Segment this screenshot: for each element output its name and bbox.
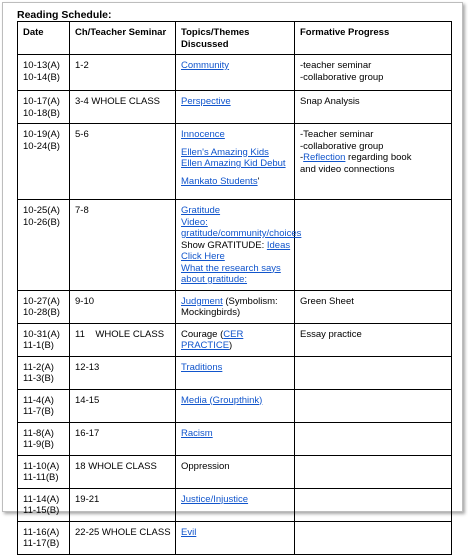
- table-row: [18, 323, 452, 356]
- date-text: 10-27(A): [23, 295, 60, 307]
- table-row: [18, 91, 452, 124]
- topics-line: [181, 395, 290, 407]
- topic-link[interactable]: about gratitude:: [181, 274, 248, 285]
- topic-link[interactable]: Judgment: [181, 295, 223, 307]
- chapters-text: 5-6: [75, 129, 89, 140]
- topics-text: Courage (: [181, 328, 224, 340]
- topic-link[interactable]: What the research says: [181, 262, 281, 274]
- chapters-text: 1-2: [75, 60, 89, 71]
- progress-line: [300, 96, 447, 108]
- topic-link[interactable]: Mankato Students: [181, 175, 258, 187]
- table-header-row: [18, 22, 452, 55]
- date-text: 11-2(A): [23, 361, 54, 373]
- schedule-body: [18, 55, 452, 555]
- topics-text: Mockingbirds): [181, 307, 241, 318]
- date-cell: [18, 124, 70, 200]
- topics-cell: [176, 124, 295, 200]
- chapters-text: 14-15: [75, 394, 100, 406]
- date-text: 11-3(B): [23, 373, 54, 384]
- date-cell: [18, 290, 70, 323]
- topics-text: ): [229, 340, 233, 351]
- date-text: 11-15(B): [23, 505, 60, 516]
- progress-line: [300, 164, 447, 176]
- topics-line: [181, 158, 290, 170]
- progress-cell: [295, 521, 452, 554]
- date-cell: [18, 389, 70, 422]
- date-cell: [18, 455, 70, 488]
- chapters-cell: [70, 389, 176, 422]
- topics-line: [181, 362, 290, 374]
- topic-link[interactable]: Gratitude: [181, 205, 221, 216]
- topics-cell: [176, 200, 302, 291]
- date-text: 10-17(A): [23, 96, 60, 107]
- topics-line: [181, 263, 290, 275]
- date-text: 11-4(A): [23, 394, 54, 406]
- progress-cell: [295, 200, 452, 291]
- date-text: 11-7(B): [23, 406, 54, 417]
- table-row: [18, 124, 452, 200]
- chapters-text: 22-25 WHOLE CLASS: [75, 526, 171, 538]
- chapters-text: 7-8: [75, 205, 89, 216]
- topics-line: [181, 296, 290, 308]
- chapters-cell: [70, 200, 176, 291]
- topic-link[interactable]: Ellen's Amazing Kids: [181, 146, 269, 158]
- progress-cell: [295, 55, 452, 91]
- date-text: 10-13(A): [23, 60, 60, 71]
- progress-line: [300, 129, 447, 141]
- progress-text: and video connections: [300, 163, 395, 175]
- progress-text: regarding book: [345, 152, 412, 163]
- progress-text: Essay practice: [300, 328, 362, 340]
- chapters-cell: [70, 422, 176, 455]
- topic-link[interactable]: Racism: [181, 427, 213, 439]
- date-text: 10-26(B): [23, 216, 60, 228]
- date-text: 10-31(A): [23, 328, 60, 340]
- topic-link[interactable]: Innocence: [181, 129, 225, 140]
- date-text: 11-9(B): [23, 439, 54, 450]
- date-cell: [18, 356, 70, 389]
- progress-line: [300, 152, 447, 164]
- topics-cell: [176, 356, 295, 389]
- progress-cell: [295, 389, 452, 422]
- date-text: 11-14(A): [23, 493, 60, 505]
- topics-line: [181, 274, 290, 286]
- topic-link[interactable]: Reflection: [303, 152, 346, 163]
- topics-line: [181, 340, 290, 352]
- topics-line: [181, 494, 290, 506]
- chapters-text: 16-17: [75, 427, 100, 439]
- date-cell: [18, 323, 70, 356]
- table-row: [18, 455, 452, 488]
- date-cell: [18, 521, 70, 554]
- table-row: [18, 389, 452, 422]
- topics-line: [181, 176, 290, 188]
- chapters-cell: [70, 323, 176, 356]
- chapters-cell: [70, 356, 176, 389]
- progress-cell: [295, 124, 452, 200]
- date-cell: [18, 200, 70, 291]
- table-row: [18, 521, 452, 554]
- date-text: 10-18(B): [23, 107, 60, 119]
- progress-cell: [295, 356, 452, 389]
- topic-link[interactable]: Perspective: [181, 96, 231, 107]
- progress-line: [300, 141, 447, 153]
- topics-cell: [176, 521, 295, 554]
- progress-line: [300, 60, 447, 72]
- topic-link[interactable]: Ideas: [266, 239, 291, 251]
- chapters-text: 18 WHOLE CLASS: [75, 460, 157, 472]
- progress-cell: [295, 488, 452, 521]
- topic-link[interactable]: Justice/Injustice: [181, 493, 249, 505]
- chapters-cell: [70, 488, 176, 521]
- topics-cell: [176, 91, 295, 124]
- topic-link[interactable]: Community: [181, 60, 230, 71]
- progress-text: -collaborative group: [300, 71, 384, 83]
- chapters-cell: [70, 91, 176, 124]
- table-row: [18, 422, 452, 455]
- date-cell: [18, 422, 70, 455]
- topics-cell: [176, 55, 295, 91]
- progress-text: -teacher seminar: [300, 60, 372, 71]
- progress-text: Snap Analysis: [300, 96, 360, 107]
- progress-cell: [295, 290, 452, 323]
- chapters-cell: [70, 455, 176, 488]
- chapters-cell: [70, 521, 176, 554]
- topic-link[interactable]: PRACTICE: [181, 340, 230, 351]
- date-text: 10-24(B): [23, 140, 60, 152]
- progress-cell: [295, 455, 452, 488]
- progress-cell: [295, 323, 452, 356]
- topics-line: [181, 217, 290, 229]
- reading-schedule-table: [17, 21, 452, 555]
- header-date: Date: [18, 22, 70, 55]
- date-text: 11-1(B): [23, 340, 54, 351]
- topics-line: [181, 240, 290, 252]
- table-row: [18, 200, 452, 291]
- topics-text: Show GRATITUDE:: [181, 239, 267, 251]
- topic-link[interactable]: Video:: [181, 216, 208, 228]
- topic-link[interactable]: Traditions: [181, 361, 223, 373]
- date-text: 10-19(A): [23, 129, 60, 140]
- topics-line: [181, 129, 290, 141]
- topics-line: [181, 307, 290, 319]
- chapters-cell: [70, 124, 176, 200]
- date-text: 11-16(A): [23, 526, 60, 538]
- table-row: [18, 488, 452, 521]
- topic-link[interactable]: Ellen Amazing Kid Debut: [181, 158, 286, 169]
- topics-cell: [176, 422, 295, 455]
- chapters-cell: [70, 55, 176, 91]
- date-text: 11-8(A): [23, 427, 54, 439]
- chapters-text: 12-13: [75, 361, 100, 373]
- topics-line: [181, 251, 290, 263]
- progress-text: -Teacher seminar: [300, 129, 374, 140]
- progress-text: -: [300, 152, 304, 163]
- progress-line: [300, 72, 447, 84]
- progress-cell: [295, 91, 452, 124]
- topics-line: [181, 527, 290, 539]
- topics-cell: [176, 488, 295, 521]
- topics-text: Oppression: [181, 460, 230, 472]
- header-progress: Formative Progress: [295, 22, 452, 55]
- progress-line: [300, 329, 447, 341]
- date-cell: [18, 55, 70, 91]
- chapters-text: 9-10: [75, 295, 95, 307]
- chapters-text: 3-4 WHOLE CLASS: [75, 96, 160, 107]
- header-chapters: Ch/Teacher Seminar: [70, 22, 176, 55]
- topics-cell: [176, 323, 295, 356]
- date-text: 11-11(B): [23, 472, 59, 483]
- header-topics: Topics/Themes Discussed: [176, 22, 295, 55]
- table-row: [18, 356, 452, 389]
- date-text: 10-28(B): [23, 307, 60, 318]
- topic-link[interactable]: Evil: [181, 526, 197, 538]
- schedule-heading: Reading Schedule:: [17, 9, 112, 21]
- document-page: [2, 2, 463, 549]
- topic-link[interactable]: Media (Groupthink): [181, 394, 263, 406]
- chapters-text: 11 WHOLE CLASS: [75, 328, 165, 340]
- table-row: [18, 55, 452, 91]
- date-cell: [18, 488, 70, 521]
- date-text: 10-25(A): [23, 205, 60, 216]
- date-text: 11-17(B): [23, 538, 60, 549]
- date-text: 11-10(A): [23, 460, 60, 472]
- progress-text: -collaborative group: [300, 140, 384, 152]
- date-cell: [18, 91, 70, 124]
- progress-text: Green Sheet: [300, 295, 354, 307]
- topics-cell: [176, 389, 295, 422]
- topics-line: [181, 428, 290, 440]
- date-text: 10-14(B): [23, 71, 60, 83]
- topics-line: [181, 329, 290, 341]
- topics-line: [181, 205, 290, 217]
- topics-line: [181, 147, 290, 159]
- topic-link[interactable]: Click Here: [181, 251, 225, 262]
- topics-line: [181, 461, 290, 473]
- topics-cell: [176, 455, 295, 488]
- topics-line: [181, 228, 302, 240]
- topic-link[interactable]: gratitude/community/choices: [181, 228, 302, 239]
- chapters-text: 19-21: [75, 493, 100, 505]
- topics-text: ': [257, 175, 260, 187]
- chapters-cell: [70, 290, 176, 323]
- topics-line: [181, 96, 290, 108]
- topic-link[interactable]: CER: [223, 328, 244, 340]
- topics-text: (Symbolism:: [222, 295, 278, 307]
- table-row: [18, 290, 452, 323]
- progress-cell: [295, 422, 452, 455]
- topics-line: [181, 60, 290, 72]
- progress-line: [300, 296, 447, 308]
- topics-cell: [176, 290, 295, 323]
